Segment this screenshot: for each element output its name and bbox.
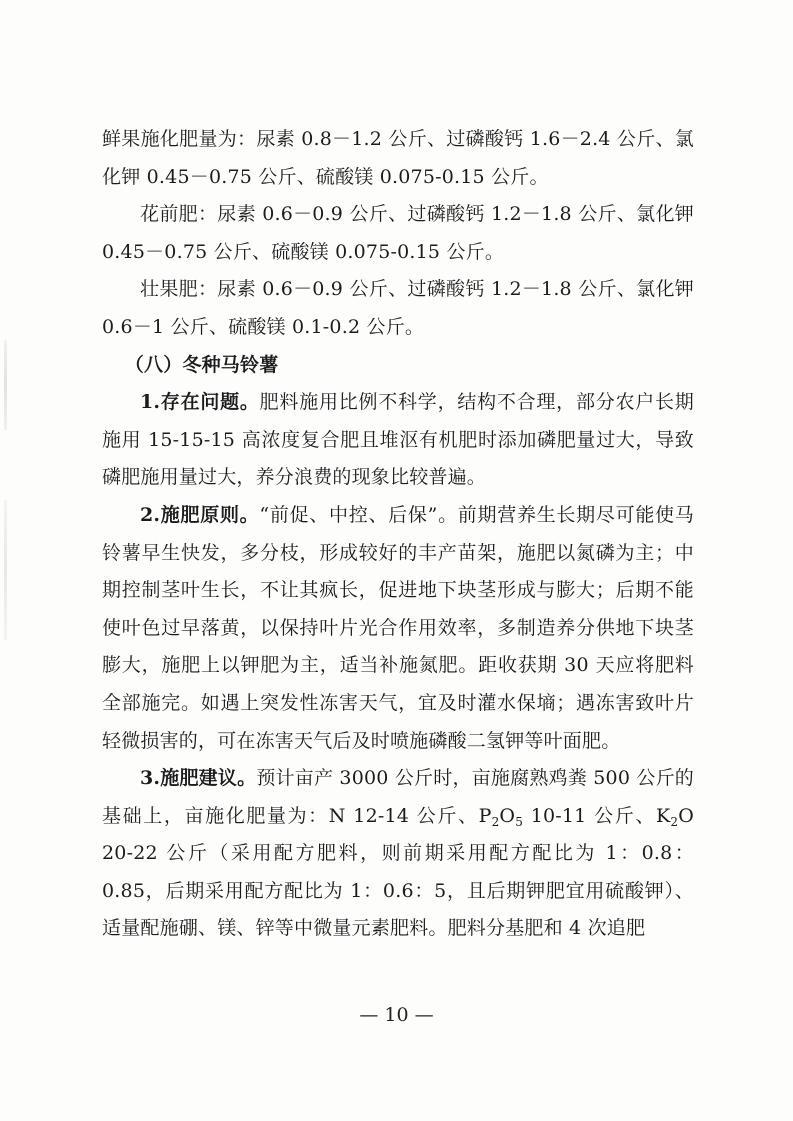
item-lead: 1.存在问题。	[140, 391, 260, 414]
paragraph-fresh-fruit-fertilizer: 鲜果施化肥量为：尿素 0.8－1.2 公斤、过磷酸钙 1.6－2.4 公斤、氯化钾 0.45－0.75 公斤、硫酸镁 0.075-0.15 公斤。	[102, 128, 694, 188]
item-text: O	[499, 804, 516, 827]
item-lead: 3.施肥建议。	[140, 767, 257, 790]
item-text: O 20-22 公斤（采用配方肥料，则前期采用配方配比为 1：0.8：0.85，后期采用配方配比为 1：0.6：5，且后期钾肥宜用硫酸钾）、适量配施硼、镁、锌等中微量元素肥料。肥料分基肥和 4 次追肥	[102, 804, 694, 940]
scan-edge-mark	[4, 500, 7, 640]
page-number: — 10 —	[359, 1004, 434, 1026]
body-text	[102, 121, 694, 948]
scan-edge-mark	[4, 340, 7, 430]
paragraph-fertilization-principles	[102, 497, 694, 760]
item-text: “前促、中控、后保”。前期营养生长期尽可能使马铃薯早生快发，多分枝，形成较好的丰产苗架，施肥以氮磷为主；中期控制茎叶生长，不让其疯长，促进地下块茎形成与膨大；后期不能使叶色过早落黄，以保持叶片光合作用效率，多制造养分供地下块茎膨大，施肥上以钾肥为主，适当补施氮肥。距收获期 30 天应将肥料全部施完。如遇上突发性冻害天气，宜及时灌水保墒；遇冻害致叶片轻微损害的，可在冻害天气后及时喷施磷酸二氢钾等叶面肥。	[102, 503, 694, 752]
paragraph-fertilization-suggestions	[102, 760, 694, 948]
item-lead: 2.施肥原则。	[140, 503, 260, 526]
item-text: 预计亩产 3000 公斤时，亩施腐熟鸡粪 500 公斤的基础上，亩施化肥量为：N 12-14 公斤、P	[102, 767, 694, 827]
subscript: 2	[670, 814, 679, 829]
section-heading: （八）冬种马铃薯	[124, 353, 279, 376]
paragraph-existing-problems	[102, 384, 694, 497]
subscript: 5	[515, 814, 524, 829]
subscript: 2	[491, 814, 500, 829]
item-text: 10-11 公斤、K	[523, 804, 671, 827]
paragraph-fruit-strengthening-fertilizer: 壮果肥：尿素 0.6－0.9 公斤、过磷酸钙 1.2－1.8 公斤、氯化钾 0.6－1 公斤、硫酸镁 0.1-0.2 公斤。	[102, 278, 694, 338]
paragraph-pre-flower-fertilizer: 花前肥：尿素 0.6－0.9 公斤、过磷酸钙 1.2－1.8 公斤、氯化钾 0.45－0.75 公斤、硫酸镁 0.075-0.15 公斤。	[102, 203, 694, 263]
item-text: 肥料施用比例不科学，结构不合理，部分农户长期施用 15-15-15 高浓度复合肥且堆沤有机肥时添加磷肥量过大，导致磷肥施用量过大，养分浪费的现象比较普遍。	[102, 391, 694, 489]
